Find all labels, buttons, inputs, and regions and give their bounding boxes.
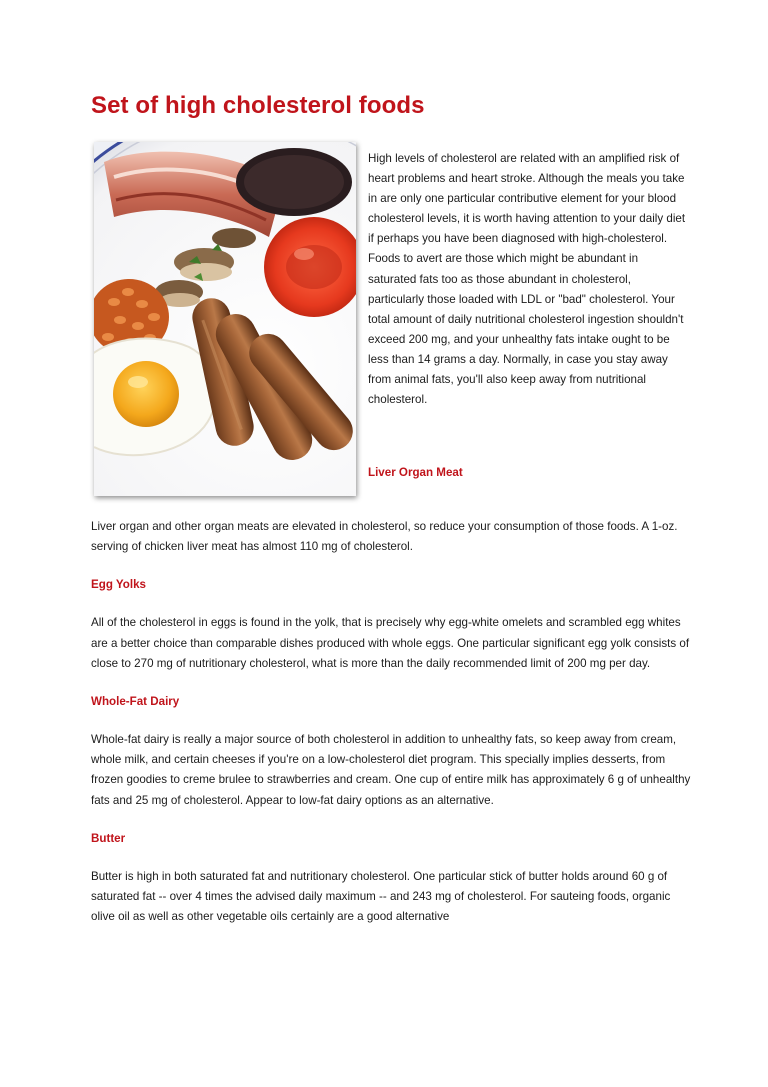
intro-paragraph: High levels of cholesterol are related with an amplified risk of heart problems and heart stroke. Although the meals you take in are only one particular contributive element for your blood cholesterol levels, it is worth having attention to your daily diet if perhaps you have been diagnosed with high-cholesterol. Foods to avert are those which might be abundant in saturated fats too as those abundant in cholesterol, particularly those loaded with LDL or "bad" cholesterol. Your total amount of daily nutritional cholesterol ingestion shouldn't exceed 200 mg, and your unhealthy fats intake ought to be less than 14 grams a day. Normally, in case you stay away from animal fats, you'll also keep away from nutritional cholesterol.	[368, 152, 686, 407]
breakfast-photo	[94, 142, 356, 496]
paragraph-liver-organ-meat: Liver organ and other organ meats are elevated in cholesterol, so reduce your consumption of those foods. A 1-oz. serving of chicken liver meat has almost 110 mg of cholesterol.	[91, 520, 678, 554]
article-body	[91, 517, 691, 945]
heading-liver-organ-meat: Liver Organ Meat	[368, 466, 463, 479]
paragraph-butter: Butter is high in both saturated fat and nutritionary cholesterol. One particular stick of butter holds around 60 g of saturated fat -- over 4 times the advised daily maximum -- and 243 mg of cholesterol. For sauteing foods, organic olive oil as well as other vegetable oils certainly are a good alternative	[91, 869, 671, 924]
heading-whole-fat-dairy: Whole-Fat Dairy	[91, 695, 180, 709]
heading-butter: Butter	[91, 831, 126, 845]
heading-egg-yolks: Egg Yolks	[91, 578, 146, 592]
paragraph-whole-fat-dairy: Whole-fat dairy is really a major source of both cholesterol in addition to unhealthy fats, so keep away from cream, whole milk, and certain cheeses if you're on a low-cholesterol diet program. This specially implies desserts, from frozen goodies to creme brulee to strawberries and cream. One cup of entire milk has approximately 6 g of unhealthy fats and 25 mg of cholesterol. Appear to low-fat dairy options as an alternative.	[91, 733, 691, 807]
page-title: Set of high cholesterol foods	[91, 92, 425, 119]
breakfast-plate-icon	[94, 142, 356, 496]
paragraph-egg-yolks: All of the cholesterol in eggs is found in the yolk, that is precisely why egg-white omelets and scrambled egg whites are a better choice than comparable dishes produced with whole eggs. One particular significant egg yolk consists of close to 270 mg of nutritionary cholesterol, what is more than the daily recommended limit of 200 mg per day.	[91, 616, 690, 670]
